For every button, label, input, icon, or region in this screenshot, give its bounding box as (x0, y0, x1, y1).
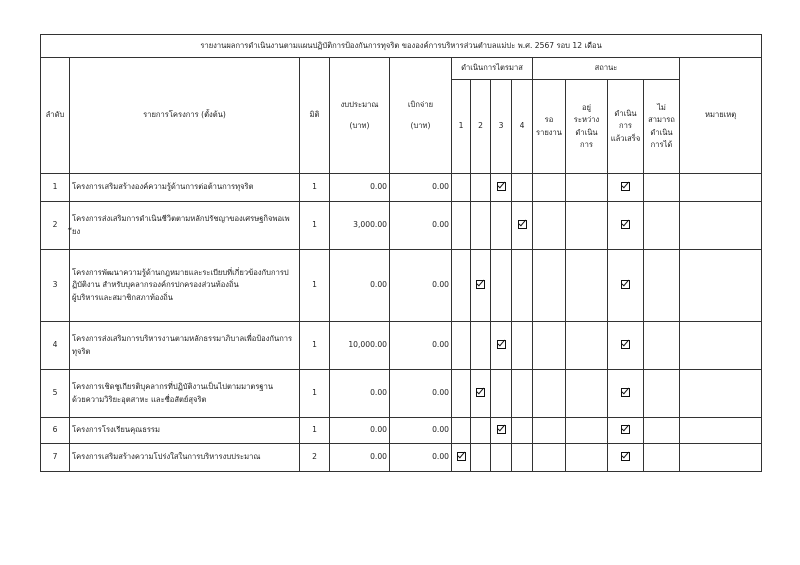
dimension-value: 2 (300, 444, 330, 472)
row-number: 2 (41, 202, 70, 250)
status-progress-cell (566, 370, 608, 418)
header-remark: หมายเหตุ (680, 58, 762, 174)
header-spent (390, 58, 452, 174)
status-done-line2: การ (619, 121, 632, 131)
header-budget-line1: งบประมาณ (340, 100, 379, 110)
project-name (70, 322, 300, 370)
status-waiting-line2: รายงาน (536, 127, 562, 137)
quarter-4-cell (512, 370, 533, 418)
status-done-cell (608, 322, 644, 370)
table-row (41, 444, 762, 472)
project-name-line: โครงการพัฒนาความรู้ด้านกฎหมายและระเบียบที่เกี่ยวข้องกับการป (72, 268, 289, 278)
budget-value: 3,000.00 (330, 202, 390, 250)
checkbox-checked-icon (621, 425, 630, 434)
header-status-done (608, 80, 644, 174)
status-done-line3: แล้วเสร็จ (610, 133, 641, 143)
status-cannot-line4: การได้ (650, 139, 673, 149)
quarter-3-cell (491, 444, 512, 472)
status-progress-cell (566, 202, 608, 250)
header-quarter-3: 3 (491, 80, 512, 174)
dimension-value: 1 (300, 322, 330, 370)
quarter-3-cell (491, 174, 512, 202)
status-cannot-cell (644, 202, 680, 250)
remark-cell (680, 322, 762, 370)
row-number: 1 (41, 174, 70, 202)
header-spent-line2: (บาท) (410, 120, 431, 130)
project-name-line: โครงการโรงเรียนคุณธรรม (72, 425, 160, 435)
header-status-progress (566, 80, 608, 174)
row-number: 6 (41, 418, 70, 444)
table-row (41, 202, 762, 250)
quarter-3-cell (491, 202, 512, 250)
header-quarter-group: ดำเนินการไตรมาส (452, 58, 533, 80)
status-waiting-cell (533, 322, 566, 370)
dimension-value: 1 (300, 174, 330, 202)
status-cannot-cell (644, 250, 680, 322)
header-quarter-4: 4 (512, 80, 533, 174)
remark-cell (680, 444, 762, 472)
header-budget (330, 58, 390, 174)
status-progress-cell (566, 418, 608, 444)
remark-cell (680, 202, 762, 250)
budget-value: 0.00 (330, 444, 390, 472)
status-progress-line3: ดำเนิน (575, 127, 598, 137)
status-progress-cell (566, 322, 608, 370)
header-spent-line1: เบิกจ่าย (407, 100, 434, 110)
project-name-line: ผู้บริหารและสมาชิกสภาท้องถิ่น (72, 292, 173, 302)
spent-value: 0.00 (390, 444, 452, 472)
remark-cell (680, 370, 762, 418)
status-waiting-cell (533, 370, 566, 418)
spent-value: 0.00 (390, 250, 452, 322)
status-progress-cell (566, 444, 608, 472)
status-done-cell (608, 202, 644, 250)
checkbox-checked-icon (497, 340, 506, 349)
header-quarter-2: 2 (471, 80, 491, 174)
checkbox-checked-icon (497, 425, 506, 434)
quarter-2-cell (471, 418, 491, 444)
project-name-line: โครงการเสริมสร้างองค์ความรู้ด้านการต่อต้านการทุจริต (72, 182, 254, 192)
checkbox-checked-icon (518, 220, 527, 229)
quarter-4-cell (512, 202, 533, 250)
status-done-line1: ดำเนิน (614, 109, 637, 119)
row-number: 7 (41, 444, 70, 472)
status-cannot-cell (644, 322, 680, 370)
quarter-4-cell (512, 322, 533, 370)
quarter-1-cell (452, 250, 471, 322)
quarter-3-cell (491, 250, 512, 322)
budget-value: 10,000.00 (330, 322, 390, 370)
project-name-line: ทุจริต (72, 346, 91, 356)
budget-value: 0.00 (330, 174, 390, 202)
status-cannot-cell (644, 418, 680, 444)
dimension-value: 1 (300, 202, 330, 250)
checkbox-checked-icon (621, 280, 630, 289)
quarter-3-cell (491, 322, 512, 370)
report-title: รายงานผลการดำเนินงานตามแผนปฏิบัติการป้องกันการทุจริต ขององค์การบริหารส่วนตำบลแม่ปะ พ.ศ. 2567 รอบ 12 เดือน (41, 35, 762, 58)
status-done-cell (608, 174, 644, 202)
checkbox-checked-icon (497, 182, 506, 191)
status-done-cell (608, 370, 644, 418)
project-name-line: โครงการเสริมสร้างความโปร่งใสในการบริหารงบประมาณ (72, 452, 261, 462)
header-status-group: สถานะ (533, 58, 680, 80)
project-name (70, 444, 300, 472)
project-name-line: ียง (72, 226, 81, 236)
status-waiting-cell (533, 202, 566, 250)
project-name-line: โครงการส่งเสริมการดำเนินชีวิตตามหลักปรัชญาของเศรษฐกิจพอเพ (72, 214, 290, 224)
status-progress-line4: การ (580, 139, 593, 149)
checkbox-checked-icon (621, 182, 630, 191)
quarter-1-cell (452, 174, 471, 202)
status-waiting-cell (533, 250, 566, 322)
spent-value: 0.00 (390, 418, 452, 444)
remark-cell (680, 250, 762, 322)
quarter-1-cell (452, 322, 471, 370)
status-waiting-line1: รอ (544, 115, 554, 125)
project-name-line: ฏิบัติงาน สำหรับบุคลากรองค์กรปกครองส่วนท้องถิ่น (72, 280, 239, 290)
spent-value: 0.00 (390, 322, 452, 370)
project-name-line: ด้วยความวิริยะอุตสาหะ และซื่อสัตย์สุจริต (72, 394, 207, 404)
table-row (41, 174, 762, 202)
status-cannot-cell (644, 174, 680, 202)
project-name-line: โครงการส่งเสริมการบริหารงานตามหลักธรรมาภิบาลเพื่อป้องกันการ (72, 334, 293, 344)
dimension-value: 1 (300, 370, 330, 418)
spent-value: 0.00 (390, 174, 452, 202)
checkbox-checked-icon (621, 452, 630, 461)
checkbox-checked-icon (621, 388, 630, 397)
quarter-4-cell (512, 444, 533, 472)
header-status-cannot (644, 80, 680, 174)
remark-cell (680, 418, 762, 444)
checkbox-checked-icon (621, 220, 630, 229)
spent-value: 0.00 (390, 370, 452, 418)
quarter-1-cell (452, 418, 471, 444)
dimension-value: 1 (300, 250, 330, 322)
row-number: 4 (41, 322, 70, 370)
title-row (41, 35, 762, 58)
status-done-cell (608, 444, 644, 472)
table-row (41, 418, 762, 444)
dimension-value: 1 (300, 418, 330, 444)
status-progress-cell (566, 250, 608, 322)
status-progress-line1: อยู่ (581, 103, 591, 113)
status-done-cell (608, 418, 644, 444)
quarter-4-cell (512, 174, 533, 202)
quarter-2-cell (471, 250, 491, 322)
quarter-1-cell (452, 202, 471, 250)
quarter-2-cell (471, 444, 491, 472)
quarter-3-cell (491, 370, 512, 418)
project-name (70, 250, 300, 322)
remark-cell (680, 174, 762, 202)
table-row (41, 322, 762, 370)
budget-value: 0.00 (330, 418, 390, 444)
status-done-cell (608, 250, 644, 322)
header-project: รายการโครงการ (ตั้งต้น) (70, 58, 300, 174)
status-cannot-cell (644, 444, 680, 472)
table-row (41, 370, 762, 418)
quarter-4-cell (512, 418, 533, 444)
project-name-line: โครงการเชิดชูเกียรติบุคลากรที่ปฏิบัติงานเป็นไปตามมาตรฐาน (72, 382, 274, 392)
status-cannot-line3: ดำเนิน (650, 127, 673, 137)
header-dimension: มิติ (300, 58, 330, 174)
header-status-waiting (533, 80, 566, 174)
checkbox-checked-icon (457, 452, 466, 461)
quarter-2-cell (471, 322, 491, 370)
quarter-1-cell (452, 444, 471, 472)
status-progress-line2: ระหว่าง (573, 115, 600, 125)
spent-value: 0.00 (390, 202, 452, 250)
status-waiting-cell (533, 444, 566, 472)
project-name (70, 370, 300, 418)
budget-value: 0.00 (330, 250, 390, 322)
checkbox-checked-icon (476, 280, 485, 289)
budget-value: 0.00 (330, 370, 390, 418)
header-budget-line2: (บาท) (349, 120, 370, 130)
row-number: 3 (41, 250, 70, 322)
quarter-3-cell (491, 418, 512, 444)
quarter-2-cell (471, 202, 491, 250)
status-cannot-line2: สามารถ (648, 115, 675, 125)
row-number: 5 (41, 370, 70, 418)
quarter-1-cell (452, 370, 471, 418)
quarter-4-cell (512, 250, 533, 322)
status-cannot-cell (644, 370, 680, 418)
checkbox-checked-icon (476, 388, 485, 397)
table-row (41, 250, 762, 322)
quarter-2-cell (471, 370, 491, 418)
report-table (40, 34, 762, 472)
header-no: ลำดับ (41, 58, 70, 174)
status-progress-cell (566, 174, 608, 202)
quarter-2-cell (471, 174, 491, 202)
project-name (70, 202, 300, 250)
status-cannot-line1: ไม่ (657, 103, 666, 113)
status-waiting-cell (533, 174, 566, 202)
checkbox-checked-icon (621, 340, 630, 349)
project-name (70, 174, 300, 202)
project-name (70, 418, 300, 444)
status-waiting-cell (533, 418, 566, 444)
header-quarter-1: 1 (452, 80, 471, 174)
